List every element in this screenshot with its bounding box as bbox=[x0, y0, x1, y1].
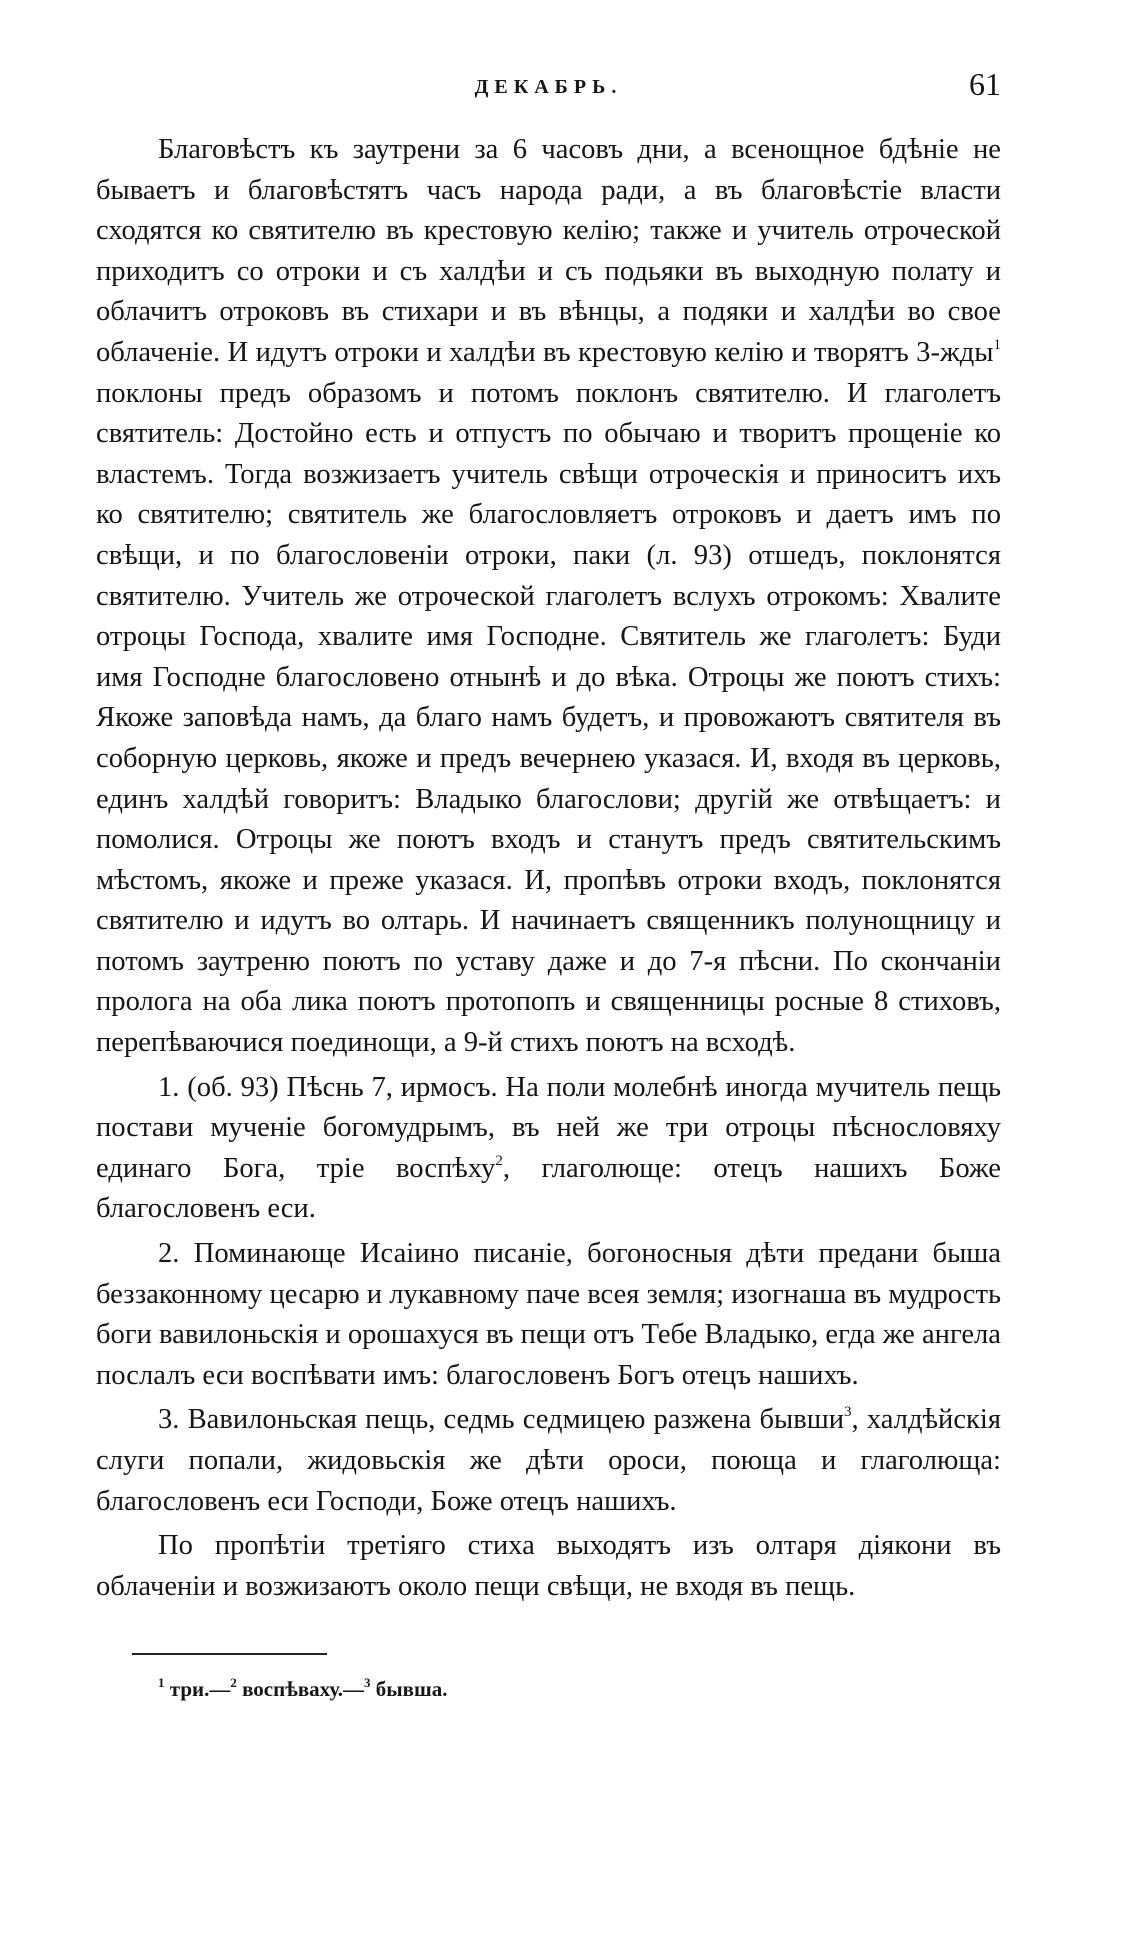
paragraph-verse-2 bbox=[96, 1234, 1001, 1396]
text-run: , халдѣйскія слуги попали, жидовьскія же дѣти ороси, поюща и глаголюща: благословенъ еси Господи, Боже отецъ нашихъ. bbox=[96, 1404, 1002, 1517]
footnote-text: три.— bbox=[164, 1677, 231, 1702]
footnote-ref: 1 bbox=[993, 336, 1001, 353]
page-header bbox=[96, 60, 1001, 120]
footnote-ref: 2 bbox=[495, 1152, 503, 1169]
text-run: 1. (об. 93) Пѣснь 7, ирмосъ. На поли молебнѣ иногда мучитель пещь постави мученіе богомудрымъ, въ ней же три отроцы пѣснословяху единаго Бога, тріе воспѣху bbox=[96, 1071, 1001, 1184]
paragraph-verse-3 bbox=[96, 1400, 1001, 1522]
book-page bbox=[96, 60, 1001, 1702]
text-run: Благовѣстъ къ заутрени за 6 часовъ дни, а всенощное бдѣніе не бываетъ и благовѣстятъ часъ народа ради, а въ благовѣстіе власти сходятся ко святителю въ крестовую келію; также и учитель отроческой приходитъ со отроки и съ халдѣи и съ подьяки въ выходную полату и облачитъ отроковъ въ стихари и въ вѣнцы, а подяки и халдѣи во свое облаченіе. И идутъ отроки и халдѣи въ крестовую келію и творятъ 3-жды bbox=[96, 134, 1001, 368]
running-head: ДЕКАБРЬ. bbox=[474, 76, 623, 98]
paragraph-matins-order bbox=[96, 130, 1001, 1064]
footnote-text: воспѣваху.— bbox=[236, 1677, 365, 1702]
text-run: По пропѣтіи третіяго стиха выходятъ изъ олтаря діякони въ облаченіи и возжизаютъ около пещи свѣщи, не входя въ пещь. bbox=[96, 1530, 1001, 1602]
footnotes bbox=[158, 1677, 1001, 1702]
paragraph-irmos bbox=[96, 1068, 1001, 1230]
text-run: 3. Вавилоньская пещь, седмь седмицею разжена бывши bbox=[158, 1404, 845, 1436]
footnote-text: бывша. bbox=[370, 1677, 448, 1702]
text-run: 2. Поминающе Исаіино писаніе, богоносныя дѣти предани быша беззаконному цесарю и лукавному паче всея земля; изогнаша въ мудрость боги вавилоньскія и орошахуся въ пещи отъ Тебе Владыко, егда же ангела послалъ еси воспѣвати имъ: благословенъ Богъ отецъ нашихъ. bbox=[96, 1238, 1001, 1391]
footnote-mark: 1 bbox=[158, 1675, 165, 1691]
footnote-mark: 2 bbox=[230, 1675, 237, 1691]
footnote-mark: 3 bbox=[364, 1675, 371, 1691]
body-text bbox=[96, 130, 1001, 1607]
text-run: , глаголюще: отецъ нашихъ Боже благословенъ еси. bbox=[96, 1152, 1001, 1225]
page-number: 61 bbox=[969, 66, 1001, 102]
text-run: поклоны предъ образомъ и потомъ поклонъ святителю. И глаголетъ святитель: Достойно есть и отпустъ по обычаю и творитъ прощеніе ко властемъ. Тогда возжизаетъ учитель свѣщи отроческія и приноситъ ихъ ко святителю; святитель же благословляетъ отроковъ и даетъ имъ по свѣщи, и по благословеніи отроки, паки (л. 93) отшедъ, поклонятся святителю. Учитель же отроческой глаголетъ вслухъ отрокомъ: Хвалите отроцы Господа, хвалите имя Господне. Святитель же глаголетъ: Буди имя Господне благословено отнынѣ и до вѣка. Отроцы же поютъ стихъ: Якоже заповѣда намъ, да благо намъ будетъ, и провожаютъ святителя въ соборную церковь, якоже и предъ вечернею указася. И, входя въ церковь, единъ халдѣй говоритъ: Владыко благослови; другій же отвѣщаетъ: и помолися. Отроцы же поютъ входъ и станутъ предъ святительскимъ мѣстомъ, якоже и преже указася. И, пропѣвъ отроки входъ, поклонятся святителю и идутъ во олтарь. И начинаетъ священникъ полунощницу и потомъ заутреню поютъ по уставу даже и до 7-я пѣсни. По скончаніи пролога на оба лика поютъ протопопъ и священницы росные 8 стиховъ, перепѣваючися поединощи, а 9-й стихъ поютъ на всходѣ. bbox=[96, 377, 1001, 1059]
footnote-divider bbox=[132, 1653, 327, 1655]
footnote-ref: 3 bbox=[844, 1404, 852, 1421]
paragraph-deacons bbox=[96, 1526, 1001, 1607]
